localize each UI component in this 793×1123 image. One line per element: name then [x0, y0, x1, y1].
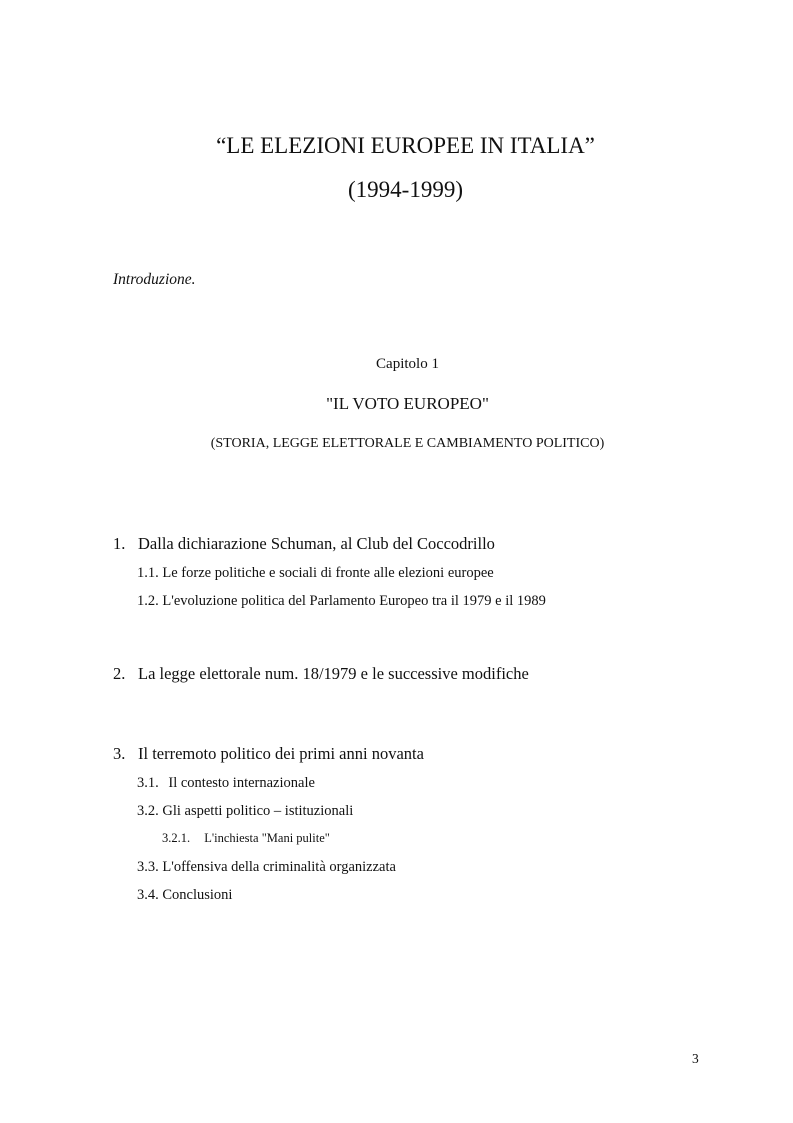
toc-subsubsection-3-2-1 [162, 832, 330, 845]
chapter-title: "IL VOTO EUROPEO" [326, 394, 489, 413]
document-title: “LE ELEZIONI EUROPEE IN ITALIA” [216, 133, 595, 158]
chapter-label: Capitolo 1 [376, 356, 439, 372]
page-number: 3 [692, 1051, 699, 1066]
toc-subsection-3-2 [137, 804, 353, 819]
toc-subsection-title: Le forze politiche e sociali di fronte alle elezioni europee [162, 565, 494, 581]
toc-subsection-title: Conclusioni [162, 887, 233, 903]
toc-subsection-title: L'evoluzione politica del Parlamento Europeo tra il 1979 e il 1989 [162, 593, 546, 609]
toc-subsubsection-title: L'inchiesta "Mani pulite" [204, 831, 330, 845]
toc-subsection-title: L'offensiva della criminalità organizzata [162, 859, 396, 875]
toc-section-number: 2. [113, 664, 126, 683]
toc-subsection-number: 1.2. [137, 593, 159, 609]
toc-subsection-3-4 [137, 888, 232, 903]
toc-subsection-3-1 [137, 776, 315, 791]
chapter-subtitle: (STORIA, LEGGE ELETTORALE E CAMBIAMENTO POLITICO) [210, 436, 605, 451]
toc-subsection-title: Il contesto internazionale [168, 775, 315, 791]
toc-section-title: Il terremoto politico dei primi anni novanta [138, 744, 424, 763]
toc-subsection-1-2 [137, 594, 546, 609]
toc-section-number: 1. [113, 534, 126, 553]
toc-section-title: La legge elettorale num. 18/1979 e le successive modifiche [138, 664, 529, 683]
toc-section-title: Dalla dichiarazione Schuman, al Club del Coccodrillo [138, 534, 495, 553]
toc-subsection-number: 1.1. [137, 565, 159, 581]
toc-subsection-number: 3.2. [137, 803, 159, 819]
toc-subsection-number: 3.1. [137, 775, 159, 791]
toc-subsection-number: 3.3. [137, 859, 159, 875]
introduction-heading: Introduzione. [113, 271, 196, 288]
toc-section-number: 3. [113, 744, 126, 763]
toc-subsection-title: Gli aspetti politico – istituzionali [162, 803, 354, 819]
document-years: (1994-1999) [348, 177, 463, 202]
toc-subsection-1-1 [137, 566, 494, 581]
toc-subsubsection-number: 3.2.1. [162, 831, 191, 845]
toc-subsection-3-3 [137, 860, 396, 875]
toc-subsection-number: 3.4. [137, 887, 159, 903]
